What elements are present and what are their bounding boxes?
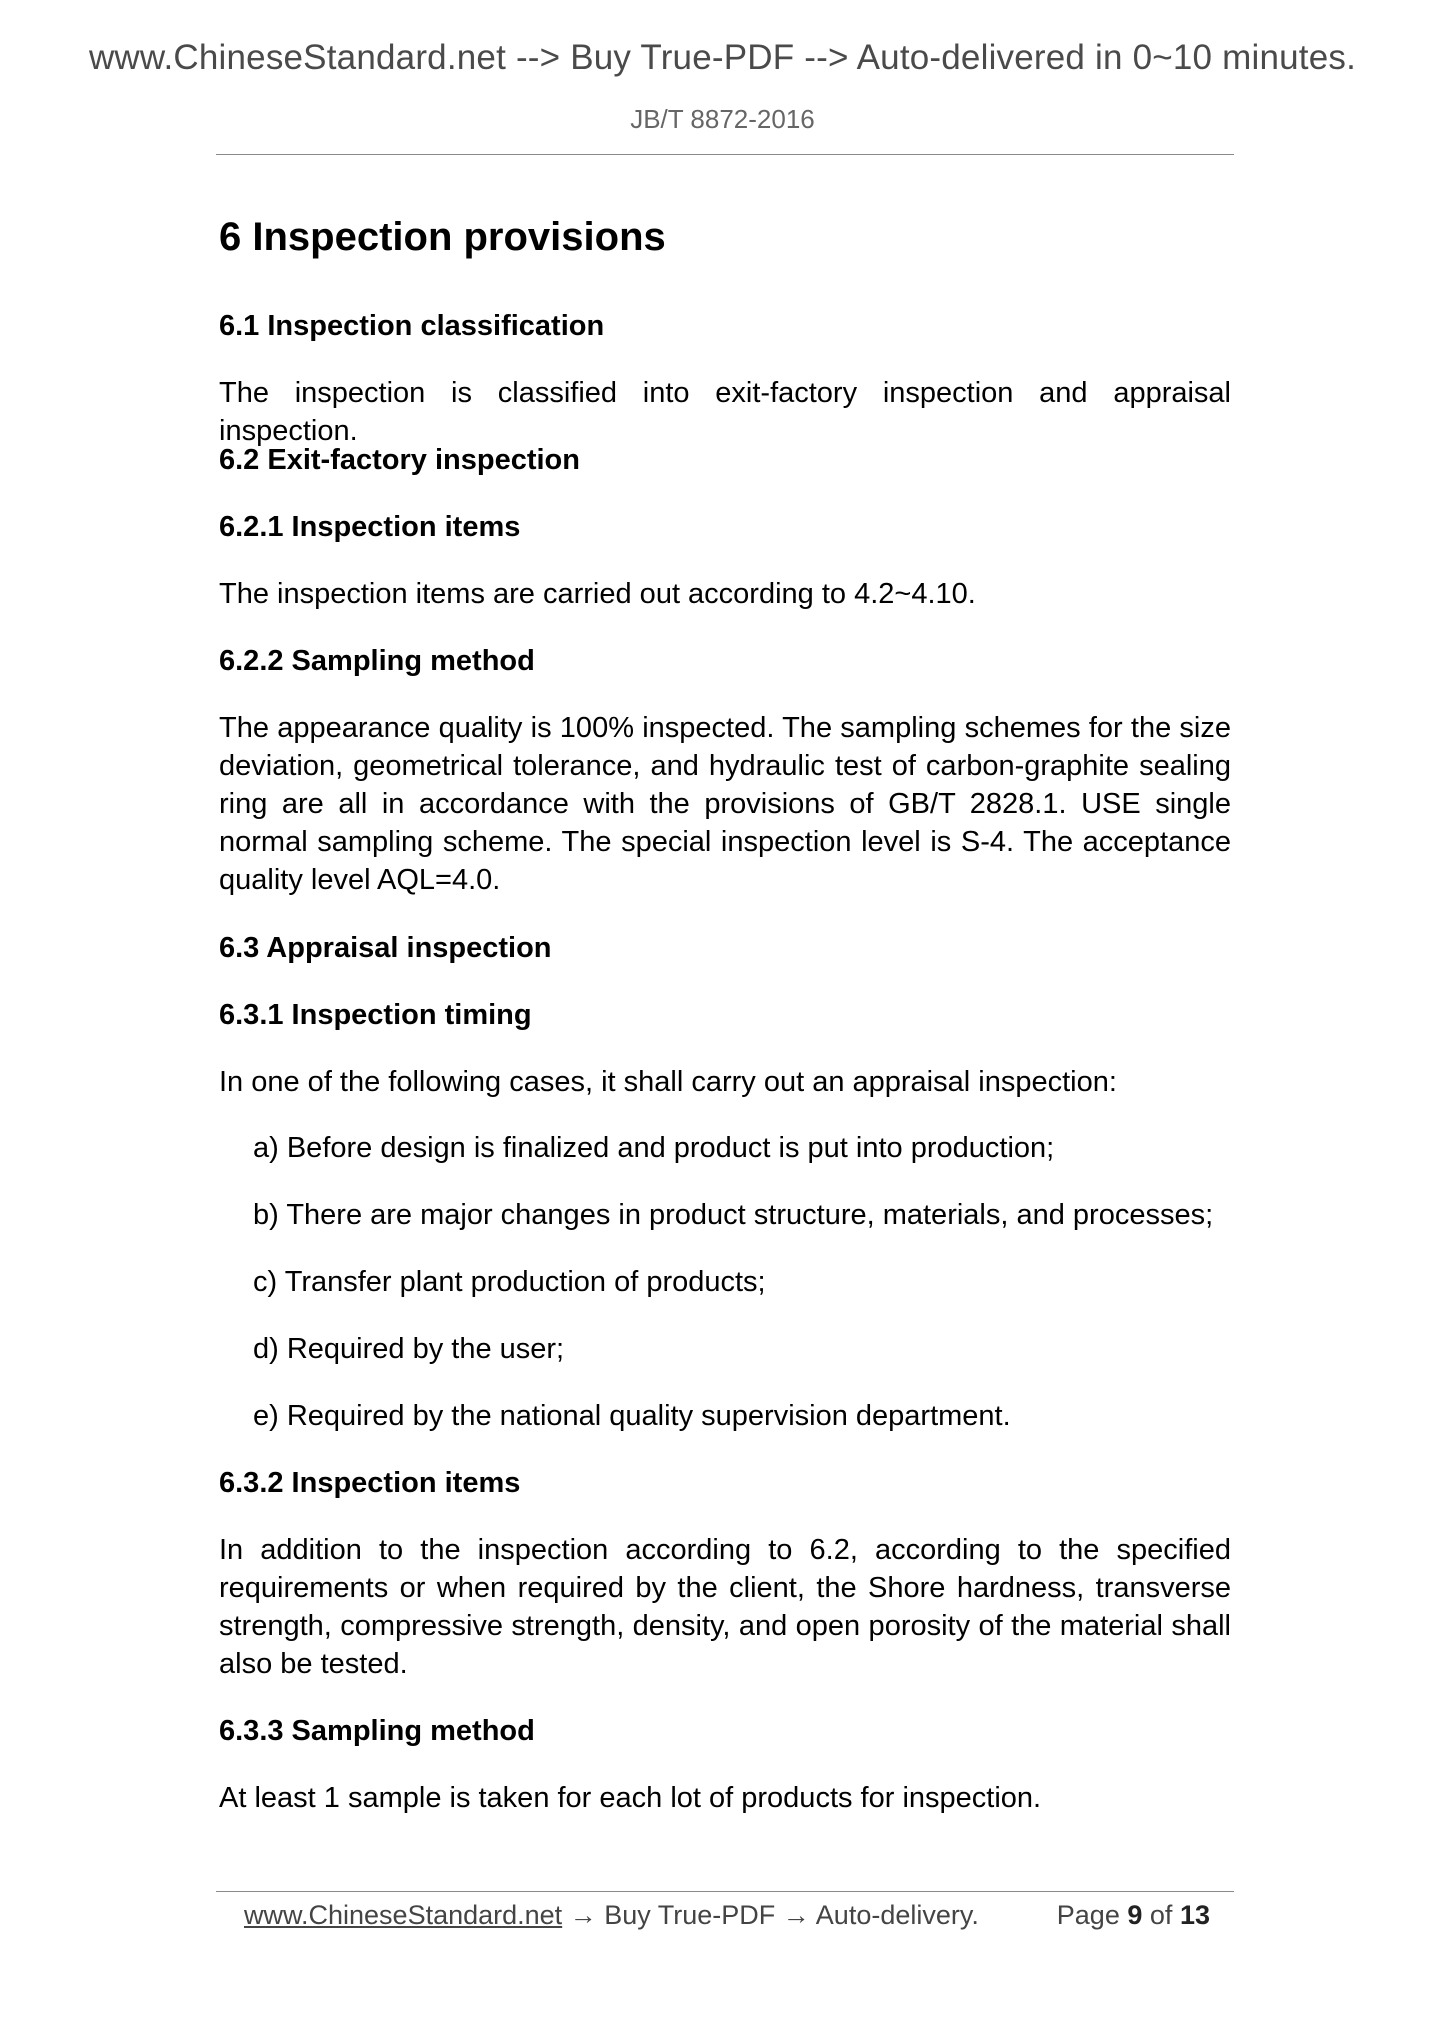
footer-site-link[interactable]: www.ChineseStandard.net bbox=[244, 1900, 563, 1930]
arrow-right-icon: → bbox=[782, 1900, 810, 1930]
heading-6-3-3: 6.3.3 Sampling method bbox=[219, 1715, 535, 1747]
paragraph-6-2-2: The appearance quality is 100% inspected. The sampling schemes for the size deviation, geometrical tolerance, and hydraulic test of carbon-graphite sealing ring are all in accordance with the provisions of GB/T 2828.1. USE single normal sampling scheme. The special inspection level is S-4. The acceptance quality level AQL=4.0. bbox=[219, 712, 1231, 896]
heading-6-3-2: 6.3.2 Inspection items bbox=[219, 1467, 521, 1499]
paragraph-6-2-1: The inspection items are carried out according to 4.2~4.10. bbox=[219, 578, 976, 610]
list-item: d) Required by the user; bbox=[253, 1333, 565, 1365]
page-of: of bbox=[1149, 1900, 1173, 1930]
paragraph-6-3-1: In one of the following cases, it shall carry out an appraisal inspection: bbox=[219, 1066, 1117, 1098]
heading-6-2: 6.2 Exit-factory inspection bbox=[219, 444, 580, 476]
footer bbox=[244, 1895, 1210, 1935]
list-item: b) There are major changes in product structure, materials, and processes; bbox=[253, 1199, 1214, 1231]
page-total: 13 bbox=[1179, 1900, 1210, 1930]
list-item: e) Required by the national quality supervision department. bbox=[253, 1400, 1011, 1432]
footer-buy-text[interactable]: Buy True-PDF bbox=[604, 1900, 776, 1930]
page-indicator bbox=[1057, 1895, 1210, 1935]
page-label: Page bbox=[1056, 1900, 1120, 1930]
footer-divider bbox=[216, 1891, 1234, 1892]
list-item: a) Before design is finalized and product is put into production; bbox=[253, 1132, 1055, 1164]
arrow-right-icon: → bbox=[569, 1900, 597, 1930]
document-code: JB/T 8872-2016 bbox=[630, 104, 815, 134]
header-divider bbox=[216, 154, 1234, 155]
top-banner[interactable]: www.ChineseStandard.net --> Buy True-PDF --> Auto-delivered in 0~10 minutes. bbox=[88, 38, 1357, 77]
heading-6-2-1: 6.2.1 Inspection items bbox=[219, 511, 521, 543]
paragraph-6-3-2: In addition to the inspection according to 6.2, according to the specified requirements or when required by the client, the Shore hardness, transverse strength, compressive strength, density, and open porosity of the material shall also be tested. bbox=[219, 1534, 1231, 1680]
footer-delivery-text: Auto-delivery. bbox=[815, 1900, 979, 1930]
paragraph-6-1: The inspection is classified into exit-factory inspection and appraisal inspection. bbox=[219, 377, 1231, 447]
page-current: 9 bbox=[1127, 1900, 1143, 1930]
heading-6-3-1: 6.3.1 Inspection timing bbox=[219, 999, 532, 1031]
heading-6-3: 6.3 Appraisal inspection bbox=[219, 932, 552, 964]
heading-6-2-2: 6.2.2 Sampling method bbox=[219, 645, 535, 677]
heading-6-1: 6.1 Inspection classification bbox=[219, 310, 605, 342]
paragraph-6-3-3: At least 1 sample is taken for each lot of products for inspection. bbox=[219, 1782, 1042, 1814]
section-title: 6 Inspection provisions bbox=[219, 215, 666, 259]
list-item: c) Transfer plant production of products; bbox=[253, 1266, 766, 1298]
